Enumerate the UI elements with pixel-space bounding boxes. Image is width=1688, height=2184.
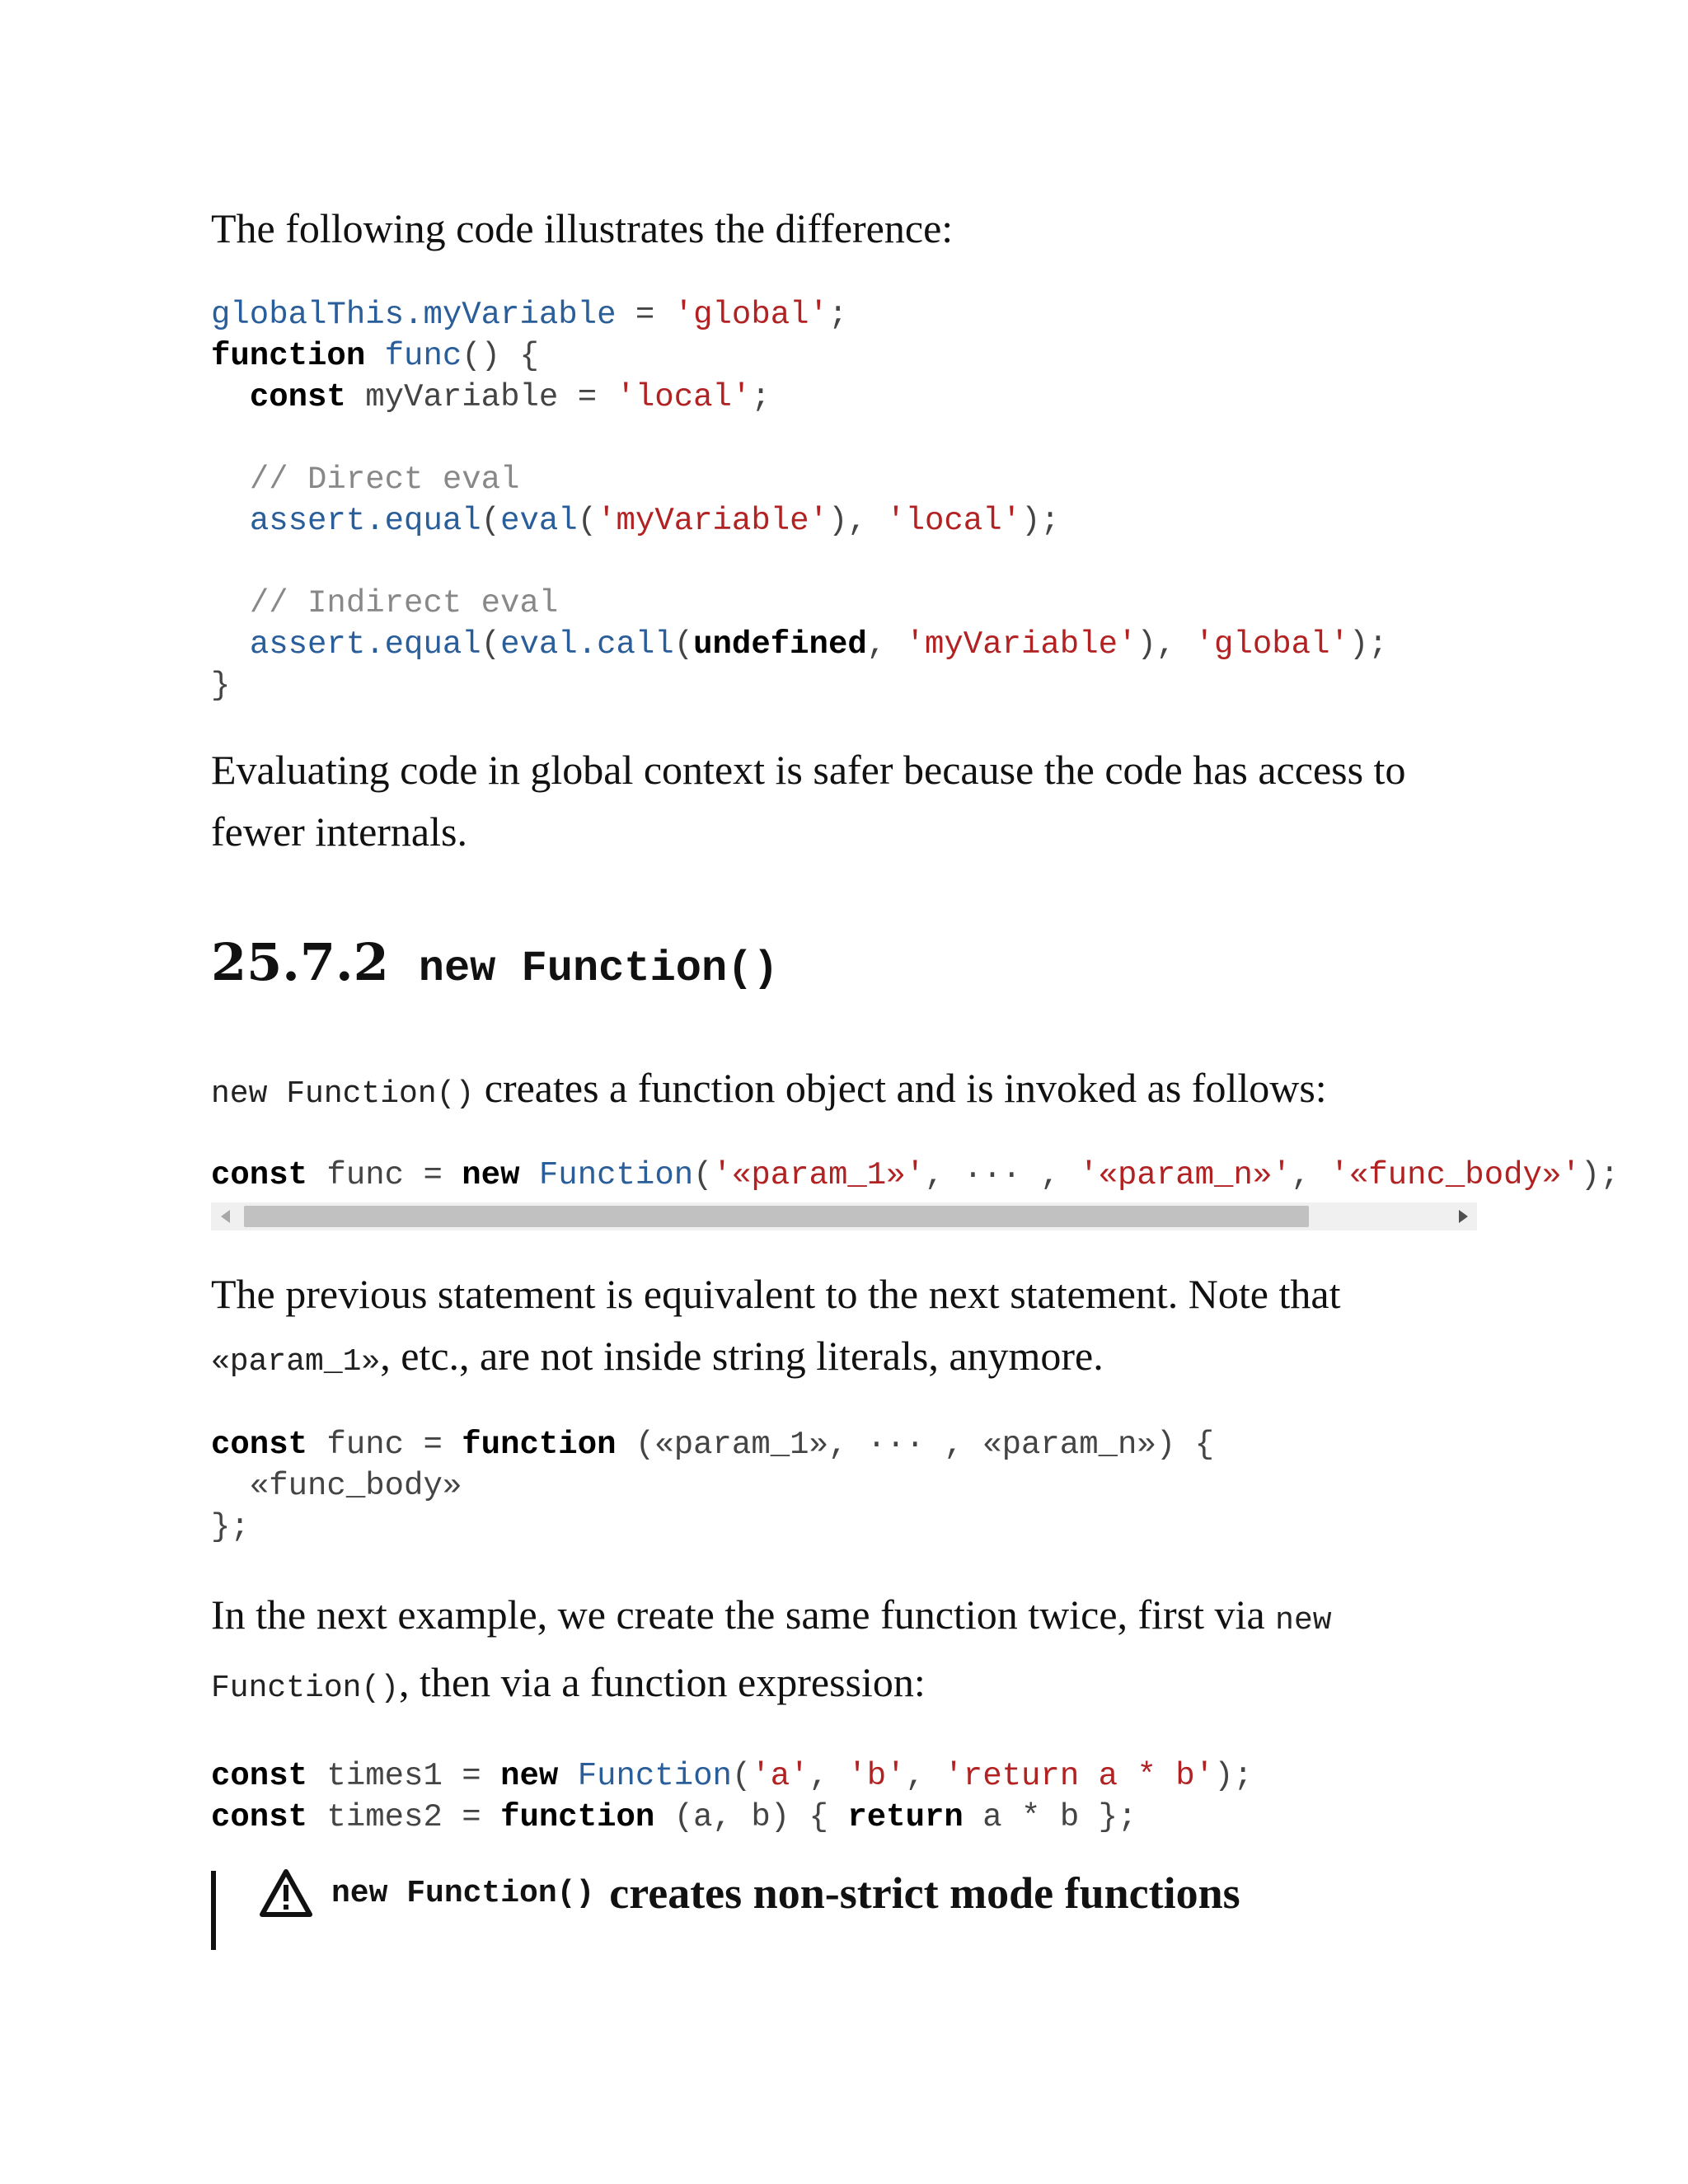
code-token: const <box>211 1427 308 1463</box>
callout-text: creates non-strict mode functions <box>609 1868 1240 1918</box>
code-token: times1 = <box>307 1758 501 1794</box>
paragraph-text: , then via a function expression: <box>399 1659 926 1705</box>
code-block-scrollable[interactable] <box>211 1155 1620 1196</box>
code-token: const <box>249 379 346 415</box>
code-token: 'b' <box>847 1758 906 1794</box>
code-token: ( <box>673 626 694 663</box>
code-token: myVariable = <box>345 379 617 415</box>
code-token: function <box>211 338 366 374</box>
code-token: ( <box>577 503 598 539</box>
code-token: Function <box>577 1758 732 1794</box>
intro-paragraph <box>211 198 1477 260</box>
code-token: '«param_1»' <box>712 1157 925 1193</box>
code-token: ( <box>481 626 501 663</box>
chevron-left-icon <box>221 1210 230 1223</box>
code-token: (a, b) { <box>654 1799 848 1835</box>
intro-text: The following code illustrates the difference: <box>211 205 954 251</box>
paragraph-text: , etc., are not inside string literals, anymore. <box>380 1333 1104 1379</box>
code-token: assert.equal <box>249 626 481 663</box>
code-token: 'myVariable' <box>597 503 828 539</box>
code-token: = <box>616 297 674 333</box>
scroll-left-button[interactable] <box>211 1202 239 1230</box>
code-token: «func_body» <box>211 1468 462 1504</box>
code-token: 'global' <box>673 297 828 333</box>
code-token: assert.equal <box>249 503 481 539</box>
code-token: 'a' <box>751 1758 809 1794</box>
code-token: '«param_n»' <box>1079 1157 1292 1193</box>
code-token: function <box>462 1427 617 1463</box>
code-token: , <box>866 626 906 663</box>
code-token: ), <box>828 503 887 539</box>
paragraph-text: In the next example, we create the same function twice, first via <box>211 1591 1276 1638</box>
code-token: }; <box>211 1509 250 1545</box>
code-token: ); <box>1021 503 1060 539</box>
code-token: , ··· , <box>924 1157 1080 1193</box>
warning-icon <box>259 1868 313 1918</box>
code-token: 'local' <box>616 379 752 415</box>
paragraph-text: Evaluating code in global context is safer because the code has access to fewer internals. <box>211 747 1406 855</box>
paragraph-global-context <box>211 739 1477 863</box>
code-block-times <box>211 1755 1477 1838</box>
code-token: } <box>211 668 231 704</box>
code-token: ); <box>1348 626 1388 663</box>
paragraph-new-function-intro <box>211 1057 1477 1125</box>
section-heading <box>211 932 1477 993</box>
code-token: eval <box>500 503 578 539</box>
code-comment: // Direct eval <box>249 462 520 498</box>
code-token: const <box>211 1157 308 1193</box>
code-token: ; <box>828 297 848 333</box>
callout-code: new Function() <box>331 1875 595 1911</box>
code-token: ); <box>1580 1157 1620 1193</box>
paragraph-text: The previous statement is equivalent to the next statement. Note that <box>211 1271 1341 1317</box>
code-comment: // Indirect eval <box>249 585 559 621</box>
warning-callout <box>211 1868 1477 1947</box>
code-token: ( <box>693 1157 713 1193</box>
code-token: 'local' <box>886 503 1022 539</box>
callout-title <box>259 1868 1477 1919</box>
inline-code: new Function() <box>211 1603 1332 1706</box>
code-token <box>558 1758 577 1794</box>
inline-code: new Function() <box>211 1076 475 1112</box>
code-token: ), <box>1137 626 1195 663</box>
code-token: a * b }; <box>963 1799 1137 1835</box>
code-block-eval <box>211 294 1477 706</box>
paragraph-text: creates a function object and is invoked as follows: <box>474 1065 1327 1111</box>
callout-bar <box>211 1871 216 1950</box>
paragraph-next-example <box>211 1584 1477 1719</box>
scroll-right-button[interactable] <box>1449 1202 1477 1230</box>
code-token: 'myVariable' <box>905 626 1137 663</box>
code-token: () { <box>462 338 539 374</box>
code-token: undefined <box>693 626 867 663</box>
code-token: times2 = <box>307 1799 501 1835</box>
code-token: ; <box>751 379 771 415</box>
inline-code: «param_1» <box>211 1344 381 1380</box>
code-token: , <box>1291 1157 1330 1193</box>
code-token: ); <box>1214 1758 1253 1794</box>
code-token: , <box>809 1758 848 1794</box>
code-token: return <box>847 1799 964 1835</box>
section-number: 25.7.2 <box>211 932 389 992</box>
code-token: Function <box>538 1157 694 1193</box>
code-token: 'global' <box>1194 626 1349 663</box>
code-token: ( <box>731 1758 752 1794</box>
code-block-function-expression <box>211 1424 1477 1548</box>
code-token: , <box>905 1758 945 1794</box>
code-token: func = <box>307 1427 462 1463</box>
code-token: function <box>500 1799 655 1835</box>
code-token: new <box>500 1758 559 1794</box>
code-token: eval.call <box>500 626 674 663</box>
code-token: 'return a * b' <box>944 1758 1215 1794</box>
code-token: new <box>462 1157 520 1193</box>
code-token: ( <box>481 503 501 539</box>
code-token: const <box>211 1799 308 1835</box>
code-token: func = <box>307 1157 462 1193</box>
code-token: func <box>384 338 462 374</box>
horizontal-scrollbar[interactable] <box>211 1202 1477 1230</box>
section-title-code: new Function() <box>418 944 779 993</box>
code-token: globalThis.myVariable <box>211 297 617 333</box>
scrollbar-thumb[interactable] <box>244 1206 1309 1227</box>
code-token: '«func_body»' <box>1329 1157 1581 1193</box>
page-content <box>211 181 1620 1947</box>
paragraph-equivalent <box>211 1263 1477 1393</box>
code-block-new-function <box>211 1155 1620 1196</box>
code-token: («param_1», ··· , «param_n») { <box>616 1427 1215 1463</box>
code-token: const <box>211 1758 308 1794</box>
chevron-right-icon <box>1459 1210 1468 1223</box>
